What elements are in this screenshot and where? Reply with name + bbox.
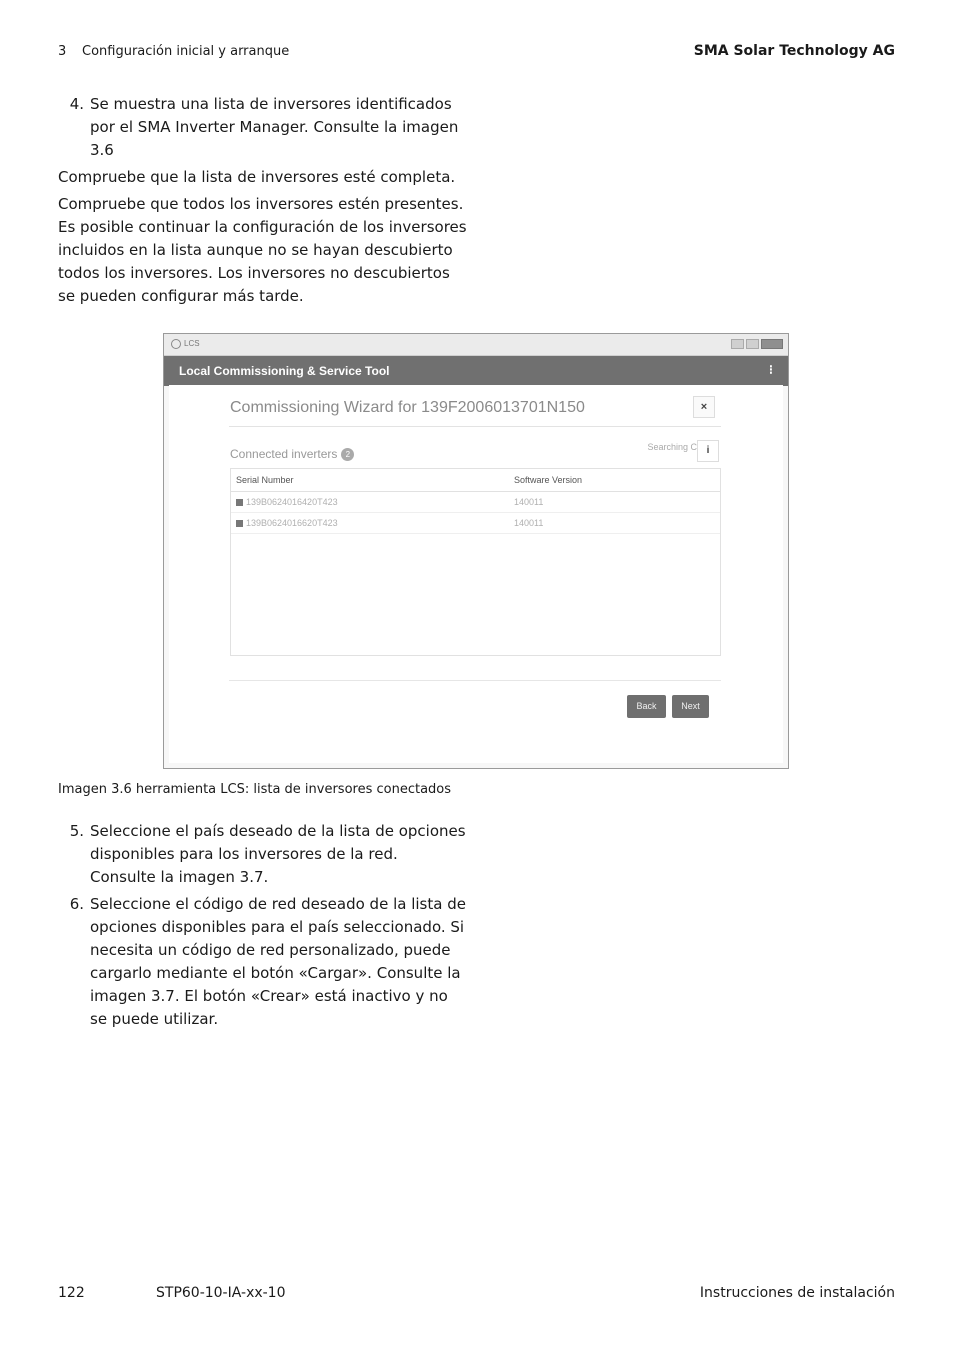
next-button[interactable]: Next bbox=[672, 695, 709, 718]
running-header bbox=[58, 44, 289, 59]
searching-status: Searching C bbox=[647, 442, 697, 452]
connected-inverters-label: Connected inverters bbox=[230, 447, 338, 461]
divider bbox=[229, 426, 721, 427]
window-title: LCS bbox=[184, 339, 200, 348]
app-logo-icon bbox=[171, 339, 181, 349]
step-number: 4. bbox=[69, 95, 84, 113]
step-number: 6. bbox=[69, 895, 84, 913]
chapter-title: Configuración inicial y arranque bbox=[82, 44, 290, 59]
wizard-panel bbox=[169, 385, 783, 763]
app-header bbox=[164, 356, 788, 386]
steps-section bbox=[58, 820, 468, 1035]
step-number: 5. bbox=[69, 822, 84, 840]
table-row[interactable] bbox=[231, 513, 720, 534]
info-icon[interactable]: ⁝ bbox=[768, 362, 773, 377]
divider bbox=[229, 680, 721, 681]
maximize-icon[interactable] bbox=[746, 339, 759, 349]
table-header bbox=[231, 469, 720, 492]
column-software-version: Software Version bbox=[514, 475, 583, 485]
intro-section bbox=[58, 93, 468, 312]
step-6 bbox=[58, 893, 468, 1031]
app-name: Local Commissioning & Service Tool bbox=[179, 364, 390, 378]
step-text: Seleccione el código de red deseado de la lista de opciones disponibles para el país seleccionado. Si necesita un código de red personalizado, puede cargarlo mediante el botón «Cargar». Consulte la imagen 3.7. El botón «Crear» está inactivo y no se puede utilizar. bbox=[90, 895, 466, 1028]
back-button[interactable]: Back bbox=[627, 695, 666, 718]
inverter-icon bbox=[236, 520, 243, 527]
paragraph-check-inverters: Compruebe que todos los inversores estén presentes. Es posible continuar la configuración de los inversores incluidos en la lista aunque no se hayan descubierto todos los inversores. Los inversores no descubiertos se pueden configurar más tarde. bbox=[58, 195, 467, 305]
paragraph-check-list: Compruebe que la lista de inversores esté completa. bbox=[58, 168, 456, 186]
figure-caption: Imagen 3.6 herramienta LCS: lista de inversores conectados bbox=[58, 782, 452, 797]
document-type: Instrucciones de instalación bbox=[699, 1285, 895, 1301]
connected-inverters-heading bbox=[230, 447, 354, 461]
software-version-cell: 140011 bbox=[514, 497, 544, 507]
software-version-cell: 140011 bbox=[514, 518, 544, 528]
wizard-title: Commissioning Wizard for 139F2006013701N150 bbox=[230, 399, 585, 416]
table-row[interactable] bbox=[231, 492, 720, 513]
window-close-icon[interactable] bbox=[761, 339, 783, 349]
help-button[interactable]: i bbox=[697, 440, 719, 462]
chapter-number: 3 bbox=[58, 44, 67, 59]
step-text: Se muestra una lista de inversores identificados por el SMA Inverter Manager. Consulte la imagen 3.6 bbox=[90, 95, 459, 159]
close-button[interactable]: × bbox=[693, 396, 715, 418]
window-controls bbox=[731, 339, 783, 349]
inverters-table bbox=[230, 468, 721, 656]
column-serial-number: Serial Number bbox=[236, 475, 294, 485]
step-4 bbox=[58, 93, 468, 162]
window-titlebar bbox=[164, 334, 788, 356]
serial-number-cell: 139B0624016420T423 bbox=[246, 497, 338, 507]
serial-number-cell: 139B0624016620T423 bbox=[246, 518, 338, 528]
document-code: STP60-10-IA-xx-10 bbox=[156, 1285, 286, 1301]
company-name: SMA Solar Technology AG bbox=[693, 43, 895, 59]
inverter-icon bbox=[236, 499, 243, 506]
count-badge: 2 bbox=[341, 448, 354, 461]
step-text: Seleccione el país deseado de la lista de opciones disponibles para los inversores de la red. Consulte la imagen 3.7. bbox=[90, 822, 466, 886]
step-5 bbox=[58, 820, 468, 889]
page-number: 122 bbox=[58, 1285, 85, 1301]
lcs-screenshot-figure bbox=[163, 333, 789, 769]
minimize-icon[interactable] bbox=[731, 339, 744, 349]
